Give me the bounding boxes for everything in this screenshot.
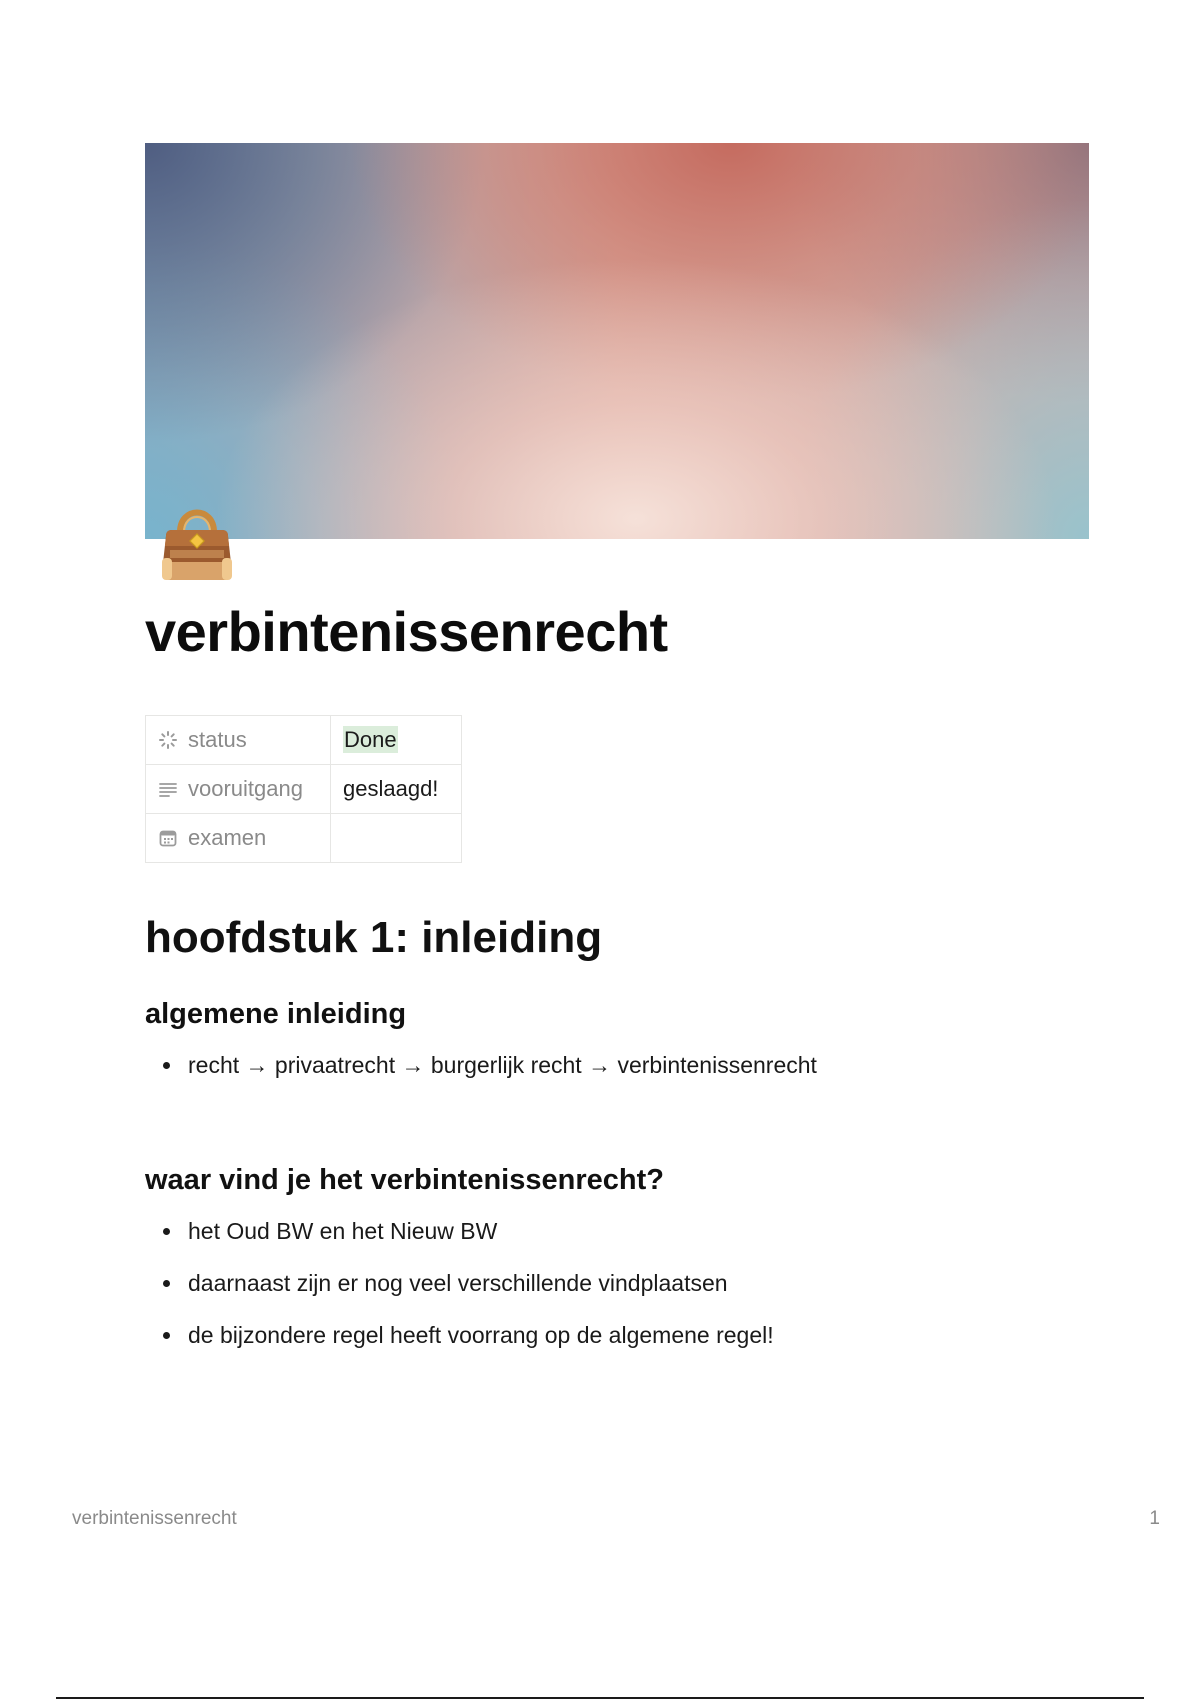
status-badge: Done — [344, 727, 397, 752]
footer-page-number: 1 — [1149, 1508, 1160, 1529]
property-value-cell[interactable]: geslaagd! — [331, 765, 462, 814]
bullet-list — [145, 1045, 817, 1097]
footer-doc-name: verbintenissenrecht — [72, 1508, 237, 1529]
property-row-examen[interactable] — [146, 814, 462, 863]
list-item: de bijzondere regel heeft voorrang op de algemene regel! — [145, 1315, 774, 1367]
text-lines-icon — [158, 779, 178, 799]
list-item: daarnaast zijn er nog veel verschillende vindplaatsen — [145, 1263, 774, 1315]
status-spinner-icon — [158, 730, 178, 750]
property-label: examen — [188, 825, 267, 850]
page-title: verbintenissenrecht — [145, 600, 668, 663]
handbag-icon — [152, 496, 242, 586]
list-item: recht → privaatrecht → burgerlijk recht → verbintenissenrecht — [145, 1045, 817, 1097]
cover-image — [145, 143, 1089, 539]
property-value-cell[interactable] — [331, 814, 462, 863]
section-heading: waar vind je het verbintenissenrecht? — [145, 1164, 664, 1196]
page-divider — [56, 1697, 1144, 1699]
section-heading: algemene inleiding — [145, 998, 407, 1030]
calendar-icon — [158, 828, 178, 848]
property-label: vooruitgang — [188, 776, 303, 801]
chapter-heading: hoofdstuk 1: inleiding — [145, 913, 603, 962]
properties-table — [145, 715, 462, 863]
property-key-cell — [146, 814, 331, 863]
property-value-cell[interactable] — [331, 716, 462, 765]
bullet-list — [145, 1211, 774, 1367]
list-item: het Oud BW en het Nieuw BW — [145, 1211, 774, 1263]
property-key-cell — [146, 765, 331, 814]
property-key-cell — [146, 716, 331, 765]
property-row-status[interactable] — [146, 716, 462, 765]
property-row-vooruitgang[interactable] — [146, 765, 462, 814]
property-label: status — [188, 727, 247, 752]
